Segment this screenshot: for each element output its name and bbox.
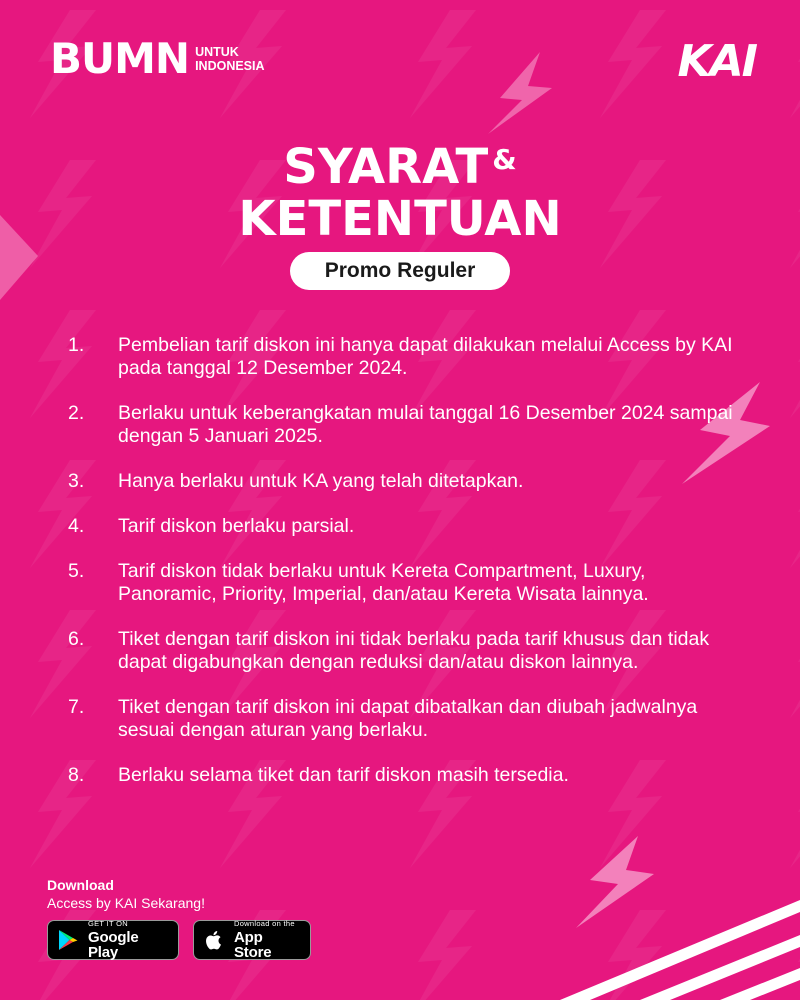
list-item-number: 8. [68,764,85,786]
bumn-tagline-line1: UNTUK [195,45,239,59]
bumn-tagline-line2: INDONESIA [195,59,265,73]
list-item [68,334,748,380]
bumn-logo [50,34,265,83]
store-badges [47,920,311,960]
title-line1: SYARAT [283,139,489,195]
list-item-text: Berlaku untuk keberangkatan mulai tanggal 16 Desember 2024 sampai dengan 5 Januari 2025. [118,402,733,447]
list-item [68,628,748,674]
list-item-number: 5. [68,560,85,582]
terms-list [68,334,748,809]
title-line2: KETENTUAN [238,191,562,247]
list-item-number: 1. [68,334,85,356]
list-item-number: 3. [68,470,85,492]
list-item-number: 2. [68,402,85,424]
list-item [68,402,748,448]
list-item [68,515,748,538]
list-item [68,470,748,493]
kai-logo: KAI [677,36,756,87]
bumn-tagline [195,45,264,73]
list-item-text: Tiket dengan tarif diskon ini tidak berlaku pada tarif khusus dan tidak dapat digabungkan dengan reduksi dan/atau diskon lainnya. [118,628,710,673]
download-title: Download [47,877,114,893]
page-title [0,134,800,245]
google-play-small-label: GET IT ON [88,919,128,929]
list-item-number: 4. [68,515,85,537]
app-store-text [234,920,300,960]
list-item-number: 6. [68,628,85,650]
list-item-number: 7. [68,696,85,718]
list-item-text: Tarif diskon berlaku parsial. [118,515,355,537]
list-item [68,696,748,742]
google-play-label: Google Play [88,928,139,961]
list-item [68,560,748,606]
title-ampersand: & [492,143,517,176]
list-item-text: Pembelian tarif diskon ini hanya dapat dilakukan melalui Access by KAI pada tanggal 12 Desember 2024. [118,334,733,379]
list-item-text: Tarif diskon tidak berlaku untuk Kereta Compartment, Luxury, Panoramic, Priority, Imperial, dan/atau Kereta Wisata lainnya. [118,560,649,605]
apple-icon [202,928,226,952]
app-store-label: App Store [234,928,272,961]
list-item-text: Berlaku selama tiket dan tarif diskon masih tersedia. [118,764,569,786]
google-play-text [88,920,168,960]
app-store-button[interactable] [193,920,311,960]
list-item-text: Hanya berlaku untuk KA yang telah ditetapkan. [118,470,524,492]
download-subtitle: Access by KAI Sekarang! [47,895,205,911]
list-item-text: Tiket dengan tarif diskon ini dapat dibatalkan dan diubah jadwalnya sesuai dengan aturan yang berlaku. [118,696,698,741]
app-store-small-label: Download on the [234,919,295,929]
title-line1-wrap [0,134,800,193]
download-cta [47,876,205,912]
list-item [68,764,748,787]
google-play-button[interactable] [47,920,179,960]
google-play-icon [56,928,80,952]
bumn-logo-wordmark: BUMN [50,34,190,83]
promo-badge: Promo Reguler [290,252,510,290]
